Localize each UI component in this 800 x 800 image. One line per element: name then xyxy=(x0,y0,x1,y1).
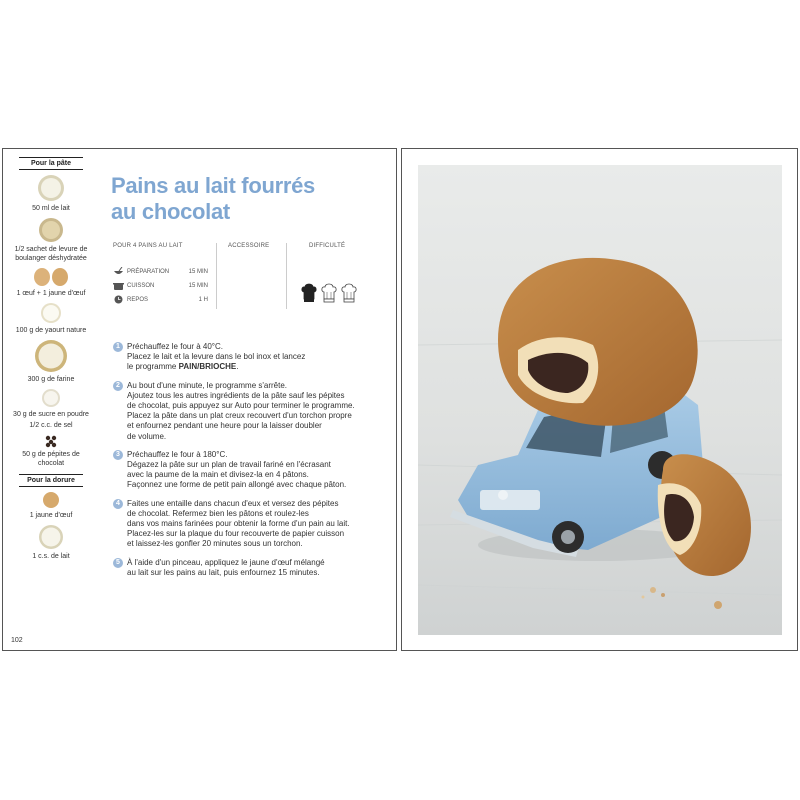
recipe-title-line: au chocolat xyxy=(111,199,230,224)
ingredient-label: 30 g de sucre en poudre xyxy=(13,411,89,418)
chef-hat-icon xyxy=(301,283,317,303)
step-2 xyxy=(113,381,383,442)
clock-icon xyxy=(114,295,123,304)
eggs-icon xyxy=(31,267,71,287)
yogurt-icon xyxy=(40,302,62,324)
ingredient-label: 1/2 c.c. de sel xyxy=(29,422,73,429)
step-4 xyxy=(113,499,383,550)
time-label: PRÉPARATION xyxy=(127,269,170,275)
step-number: 4 xyxy=(113,499,123,509)
chocolate-chips-icon xyxy=(44,434,58,448)
step-line: Placez la pâte dans un plat creux recouvert d'un torchon propre xyxy=(127,411,352,421)
step-line: et enfournez pendant une heure pour la laisser doubler xyxy=(127,421,322,431)
time-value: 15 MIN xyxy=(188,269,208,275)
divider xyxy=(216,243,217,309)
divider xyxy=(19,486,83,487)
ingredient-label: 1 jaune d'œuf xyxy=(29,512,73,519)
servings-label: POUR 4 PAINS AU LAIT xyxy=(113,243,183,249)
recipe-page xyxy=(2,148,397,651)
ingredient-label: 300 g de farine xyxy=(27,376,75,383)
step-text: le programme xyxy=(127,362,179,372)
step-5 xyxy=(113,558,383,578)
ingredient-item xyxy=(11,421,91,430)
flour-icon xyxy=(34,339,68,373)
accessory-header: ACCESSOIRE xyxy=(228,243,270,249)
step-line: Ajoutez tous les autres ingrédients de la pâte sauf les pépites xyxy=(127,390,345,400)
milk-icon xyxy=(37,174,65,202)
milk-icon xyxy=(38,524,64,550)
ingredient-item xyxy=(11,339,91,384)
recipe-title-line: Pains au lait fourrés xyxy=(111,173,315,198)
time-value: 1 H xyxy=(198,297,208,303)
chef-hat-icon xyxy=(321,283,337,303)
step-1 xyxy=(113,342,383,373)
step-line: de volume. xyxy=(127,431,167,441)
ingredient-item xyxy=(11,267,91,298)
ingredient-label: 1 c.s. de lait xyxy=(32,553,70,560)
time-label: CUISSON xyxy=(127,283,155,289)
divider xyxy=(19,169,83,170)
step-line: À l'aide d'un pinceau, appliquez le jaune d'œuf mélangé xyxy=(127,557,325,567)
sugar-icon xyxy=(41,388,61,408)
ingredient-label: 1 œuf + 1 jaune d'œuf xyxy=(16,290,86,297)
time-label: REPOS xyxy=(127,297,149,303)
step-number: 3 xyxy=(113,450,123,460)
difficulty-header: DIFFICULTÉ xyxy=(309,243,346,249)
recipe-steps xyxy=(113,342,383,586)
ingredient-item xyxy=(11,217,91,263)
divider xyxy=(286,243,287,309)
step-line: Placez le lait et la levure dans le bol inox et lancez xyxy=(127,352,306,362)
ingredients-column xyxy=(11,157,91,561)
step-3 xyxy=(113,450,383,491)
ingredient-label: 50 g de pépites de chocolat xyxy=(22,451,80,467)
ingredient-item xyxy=(11,388,91,419)
ingredient-item xyxy=(11,434,91,468)
ingredient-label: 100 g de yaourt nature xyxy=(15,327,87,334)
step-text: . xyxy=(236,362,239,372)
step-line: Dégazez la pâte sur un plan de travail fariné en l'écrasant xyxy=(127,460,331,470)
ingredient-label: 1/2 sachet de levure de boulanger déshydratée xyxy=(14,246,88,262)
ingredient-item xyxy=(11,491,91,520)
recipe-info-table xyxy=(113,243,373,313)
step-line: Préchauffez le four à 40°C. xyxy=(127,342,223,351)
difficulty-rating xyxy=(301,283,361,305)
ingredient-item xyxy=(11,524,91,561)
photo-page xyxy=(401,148,798,651)
step-line: de chocolat, puis appuyez sur Auto pour terminer le programme. xyxy=(127,401,355,411)
page-number: 102 xyxy=(11,637,23,644)
ingredient-label: 50 ml de lait xyxy=(32,205,70,212)
whisk-bowl-icon xyxy=(113,267,124,276)
time-value: 15 MIN xyxy=(188,283,208,289)
step-number: 2 xyxy=(113,381,123,391)
step-line: Au bout d'une minute, le programme s'arrête. xyxy=(127,380,288,390)
ingredient-item xyxy=(11,174,91,213)
step-line: de chocolat. Refermez bien les pâtons et roulez-les xyxy=(127,508,309,518)
book-spread xyxy=(0,148,800,653)
step-line: Façonnez une forme de petit pain allongé avec chaque pâton. xyxy=(127,480,347,490)
ingredients-header-dorure: Pour la dorure xyxy=(27,477,75,484)
step-line: et laissez-les gonfler 20 minutes sous un torchon. xyxy=(127,539,303,549)
yeast-icon xyxy=(38,217,64,243)
step-line: Préchauffez le four à 180°C. xyxy=(127,449,228,459)
egg-icon xyxy=(41,491,61,509)
step-line: avec la paume de la main et divisez-la en 4 pâtons. xyxy=(127,470,309,480)
step-line: au lait sur les pains au lait, puis enfournez 15 minutes. xyxy=(127,567,320,577)
ingredients-header-pate: Pour la pâte xyxy=(30,160,72,167)
step-line: Faites une entaille dans chacun d'eux et versez des pépites xyxy=(127,498,339,508)
recipe-title xyxy=(111,173,371,225)
pot-icon xyxy=(113,281,124,290)
step-line: dans vos mains farinées pour obtenir la forme d'un pain au lait. xyxy=(127,519,350,529)
step-number: 5 xyxy=(113,558,123,568)
ingredient-item xyxy=(11,302,91,335)
step-number: 1 xyxy=(113,342,123,352)
recipe-photo xyxy=(418,165,782,635)
chef-hat-icon xyxy=(341,283,357,303)
step-line xyxy=(127,362,383,372)
step-line: Placez-les sur la plaque du four recouverte de papier cuisson xyxy=(127,529,345,539)
program-name: PAIN/BRIOCHE xyxy=(178,362,237,372)
